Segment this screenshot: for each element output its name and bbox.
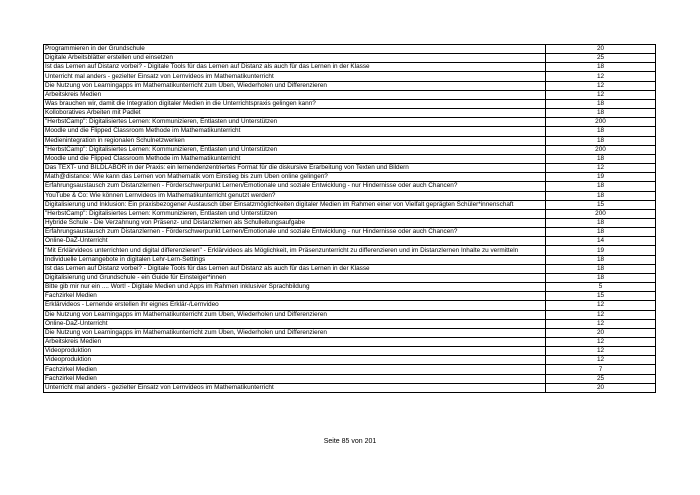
course-title-cell: Videoproduktion [44, 347, 546, 356]
participant-count-cell: 20 [546, 45, 656, 54]
participant-count-cell: 200 [546, 145, 656, 154]
course-title-cell: Fachzirkel Medien [44, 292, 546, 301]
participant-count-cell: 12 [546, 319, 656, 328]
participant-count-cell: 19 [546, 246, 656, 255]
course-title-cell: Digitalisierung und Grundschule - ein Guide für Einsteiger*innen [44, 273, 546, 282]
page-footer: Seite 85 von 201 [323, 438, 377, 445]
course-title-cell: Online-DaZ-Unterricht [44, 319, 546, 328]
course-title-cell: Was brauchen wir, damit die Integration digitaler Medien in die Unterrichtspraxis gelingen kann? [44, 99, 546, 108]
course-title-cell: Unterricht mal anders - gezielter Einsatz von Lernvideos im Mathematikunterricht [44, 383, 546, 392]
participant-count-cell: 18 [546, 191, 656, 200]
participant-count-cell: 12 [546, 164, 656, 173]
participant-count-cell: 5 [546, 283, 656, 292]
participant-count-cell: 12 [546, 72, 656, 81]
course-table-body [44, 45, 656, 393]
course-title-cell: Digitale Arbeitsblätter erstellen und einsetzen [44, 54, 546, 63]
course-title-cell: Fachzirkel Medien [44, 374, 546, 383]
participant-count-cell: 18 [546, 136, 656, 145]
participant-count-cell: 18 [546, 228, 656, 237]
table-row [44, 72, 656, 81]
table-row [44, 310, 656, 319]
participant-count-cell: 25 [546, 374, 656, 383]
course-title-cell: Erklärvideos - Lernende erstellen ihr eignes Erklär-/Lernvideo [44, 301, 546, 310]
table-row [44, 228, 656, 237]
table-row [44, 338, 656, 347]
table-row [44, 81, 656, 90]
table-row [44, 273, 656, 282]
table-row [44, 328, 656, 337]
course-title-cell: Ist das Lernen auf Distanz vorbei? - Digitale Tools für das Lernen auf Distanz als auch für das Lernen in der Klasse [44, 264, 546, 273]
course-title-cell: Erfahrungsaustausch zum Distanzlernen - Förderschwerpunkt Lernen/Emotionale und soziale Entwicklung - nur Hindernisse oder auch Chancen? [44, 228, 546, 237]
table-row [44, 63, 656, 72]
participant-count-cell: 12 [546, 90, 656, 99]
course-title-cell: Moodle und die Flipped Classroom Methode im Mathematikunterricht [44, 127, 546, 136]
participant-count-cell: 20 [546, 383, 656, 392]
table-row [44, 283, 656, 292]
course-title-cell: Programmieren in der Grundschule [44, 45, 546, 54]
table-row [44, 90, 656, 99]
table-row [44, 356, 656, 365]
participant-count-cell: 19 [546, 173, 656, 182]
course-title-cell: Die Nutzung von Learningapps im Mathematikunterricht zum Üben, Wiederholen und Differenzieren [44, 328, 546, 337]
course-title-cell: Ist das Lernen auf Distanz vorbei? - Digitale Tools für das Lernen auf Distanz als auch für das Lernen in der Klasse [44, 63, 546, 72]
course-title-cell: Kolloboratives Arbeiten mit Padlet [44, 109, 546, 118]
course-title-cell: Digitalisierung und Inklusion: Ein praxisbezogener Austausch über Einsatzmöglichkeiten digitaler Medien im Rahmen einer von Vielfalt geprägten Schüler*innenschaft [44, 200, 546, 209]
table-row [44, 246, 656, 255]
table-row [44, 255, 656, 264]
course-title-cell: Online-DaZ-Unterricht [44, 237, 546, 246]
course-title-cell: Arbeitskreis Medien [44, 338, 546, 347]
participant-count-cell: 20 [546, 328, 656, 337]
participant-count-cell: 18 [546, 154, 656, 163]
table-row [44, 218, 656, 227]
course-title-cell: Hybride Schule - Die Verzahnung von Präsenz- und Distanzlernen als Schulleitungsaufgabe [44, 218, 546, 227]
table-row [44, 173, 656, 182]
table-row [44, 154, 656, 163]
course-title-cell: Arbeitskreis Medien [44, 90, 546, 99]
table-row [44, 99, 656, 108]
participant-count-cell: 18 [546, 218, 656, 227]
course-title-cell: YouTube & Co: Wie können Lernvideos im Mathematikunterricht genutzt werden? [44, 191, 546, 200]
table-row [44, 136, 656, 145]
course-title-cell: "HerbstCamp": Digitalisiertes Lernen: Kommunizieren, Entlasten und Unterstützen [44, 118, 546, 127]
course-title-cell: Individuelle Lernangebote in digitalen Lehr-Lern-Settings [44, 255, 546, 264]
table-row [44, 383, 656, 392]
participant-count-cell: 18 [546, 264, 656, 273]
table-row [44, 301, 656, 310]
course-title-cell: Unterricht mal anders - gezielter Einsatz von Lernvideos im Mathematikunterricht [44, 72, 546, 81]
table-row [44, 191, 656, 200]
participant-count-cell: 12 [546, 310, 656, 319]
participant-count-cell: 200 [546, 118, 656, 127]
table-row [44, 365, 656, 374]
participant-count-cell: 18 [546, 99, 656, 108]
table-row [44, 292, 656, 301]
table-row [44, 118, 656, 127]
participant-count-cell: 7 [546, 365, 656, 374]
participant-count-cell: 12 [546, 338, 656, 347]
course-title-cell: "HerbstCamp": Digitalisiertes Lernen: Kommunizieren, Entlasten und Unterstützen [44, 145, 546, 154]
table-row [44, 45, 656, 54]
course-title-cell: Fachzirkel Medien [44, 365, 546, 374]
course-title-cell: Bitte gib mir nur ein .... Wort! - Digitale Medien und Apps im Rahmen inklusiver Sprachbildung [44, 283, 546, 292]
participant-count-cell: 18 [546, 109, 656, 118]
table-row [44, 164, 656, 173]
participant-count-cell: 18 [546, 127, 656, 136]
participant-count-cell: 12 [546, 81, 656, 90]
course-title-cell: Videoproduktion [44, 356, 546, 365]
participant-count-cell: 15 [546, 292, 656, 301]
participant-count-cell: 12 [546, 301, 656, 310]
table-row [44, 209, 656, 218]
course-title-cell: Die Nutzung von Learningapps im Mathematikunterricht zum Üben, Wiederholen und Differenzieren [44, 81, 546, 90]
participant-count-cell: 18 [546, 255, 656, 264]
course-title-cell: Das TEXT- und BILDLABOR in der Praxis: ein lernendenzentriertes Format für die diskursive Erarbeitung von Texten und Bildern [44, 164, 546, 173]
participant-count-cell: 14 [546, 237, 656, 246]
course-title-cell: Medienintegration in regionalen Schulnetzwerken [44, 136, 546, 145]
table-row [44, 200, 656, 209]
participant-count-cell: 18 [546, 273, 656, 282]
participant-count-cell: 18 [546, 63, 656, 72]
table-row [44, 237, 656, 246]
table-row [44, 54, 656, 63]
table-row [44, 127, 656, 136]
course-title-cell: "Mit Erklärvideos unterrichten und digital differenzieren" - Erklärvideos als Möglichkeit, im Präsenzunterricht zu differenzieren und im Distanzlernen Inhalte zu vermitteln [44, 246, 546, 255]
participant-count-cell: 25 [546, 54, 656, 63]
table-row [44, 319, 656, 328]
table-row [44, 182, 656, 191]
course-table [43, 44, 656, 393]
course-title-cell: Math@distance: Wie kann das Lernen von Mathematik vom Einstieg bis zum Üben online gelingen? [44, 173, 546, 182]
table-row [44, 145, 656, 154]
participant-count-cell: 15 [546, 200, 656, 209]
table-row [44, 109, 656, 118]
course-title-cell: "HerbstCamp": Digitalisiertes Lernen: Kommunizieren, Entlasten und Unterstützen [44, 209, 546, 218]
course-title-cell: Die Nutzung von Learningapps im Mathematikunterricht zum Üben, Wiederholen und Differenzieren [44, 310, 546, 319]
participant-count-cell: 12 [546, 356, 656, 365]
participant-count-cell: 12 [546, 347, 656, 356]
table-row [44, 264, 656, 273]
participant-count-cell: 18 [546, 182, 656, 191]
course-title-cell: Moodle und die Flipped Classroom Methode im Mathematikunterricht [44, 154, 546, 163]
table-row [44, 347, 656, 356]
participant-count-cell: 200 [546, 209, 656, 218]
table-row [44, 374, 656, 383]
course-title-cell: Erfahrungsaustausch zum Distanzlernen - Förderschwerpunkt Lernen/Emotionale und soziale Entwicklung - nur Hindernisse oder auch Chancen? [44, 182, 546, 191]
